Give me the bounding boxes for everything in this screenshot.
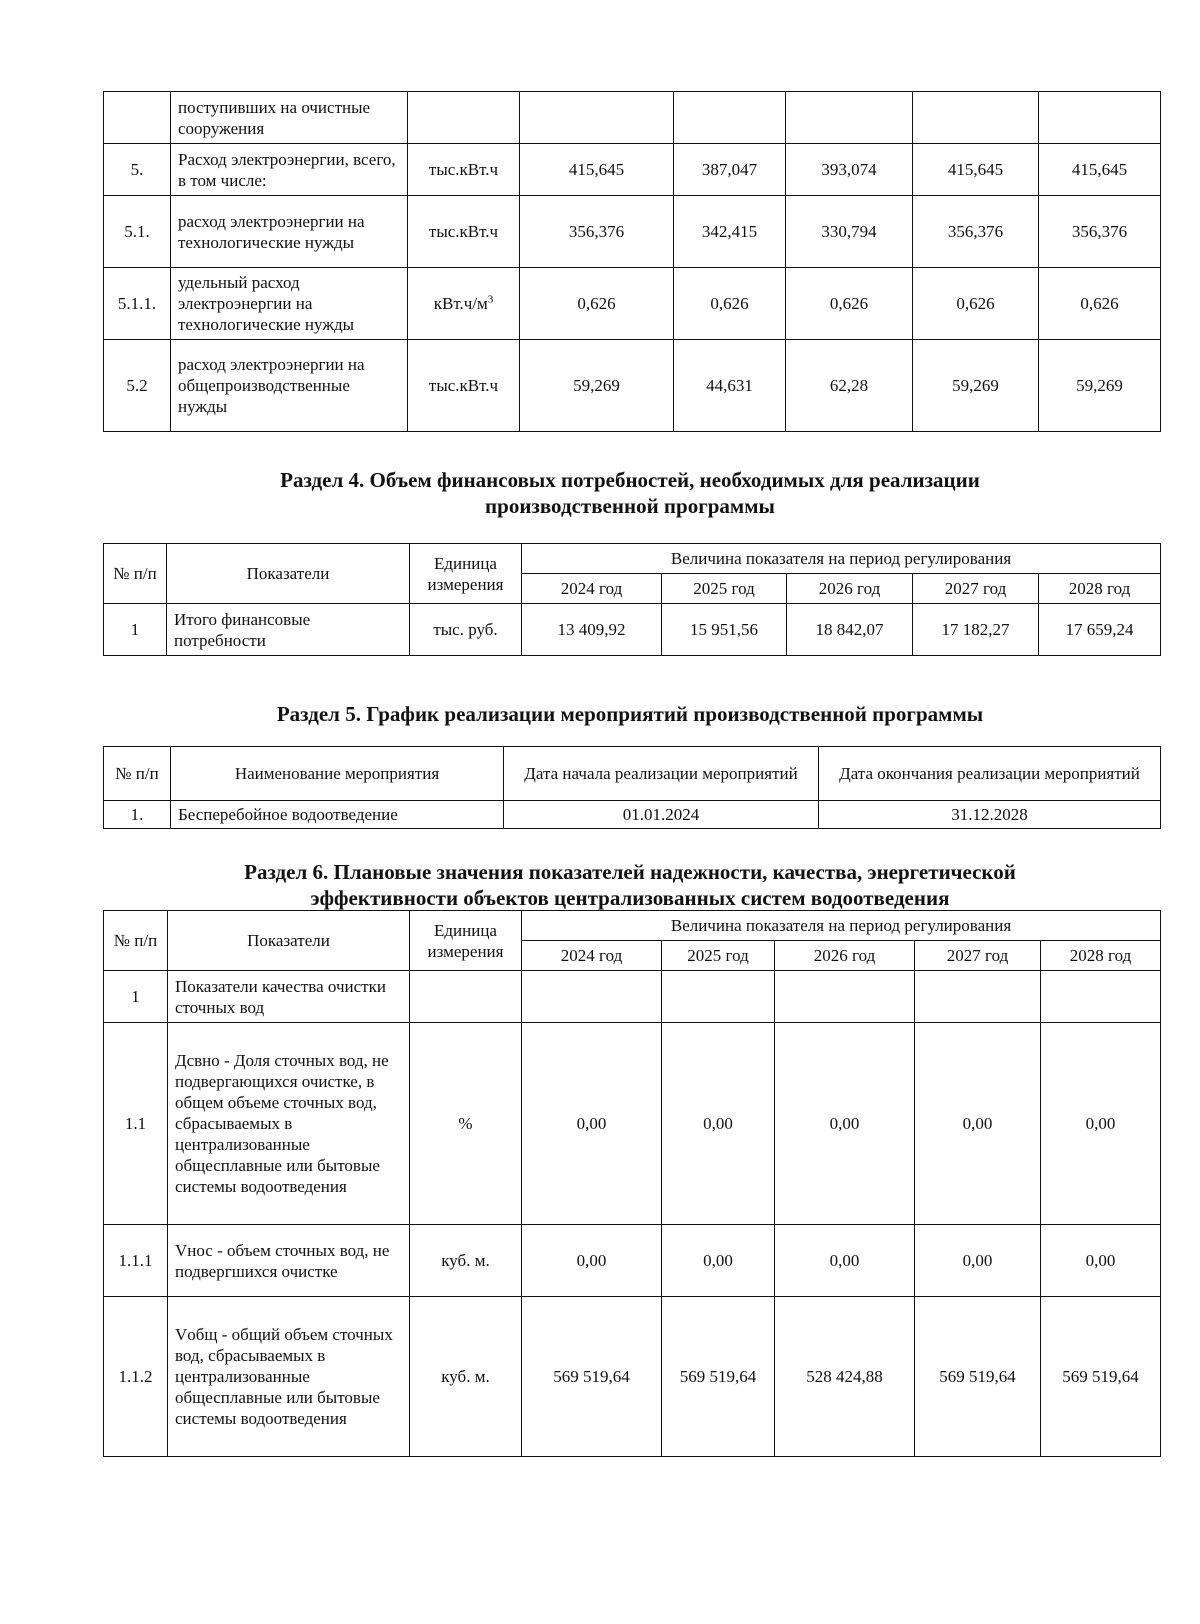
value-cell: 0,00 bbox=[775, 1023, 915, 1225]
value-cell: 0,00 bbox=[915, 1225, 1041, 1297]
value-cell: 356,376 bbox=[1039, 196, 1161, 268]
table-row bbox=[104, 1225, 1161, 1297]
row-number bbox=[104, 92, 171, 144]
value-cell: 17 659,24 bbox=[1039, 604, 1161, 656]
row-number: 1 bbox=[104, 971, 168, 1023]
col-header-period: Величина показателя на период регулирования bbox=[522, 911, 1161, 941]
col-header-number: № п/п bbox=[104, 911, 168, 971]
value-cell: 569 519,64 bbox=[1041, 1297, 1161, 1457]
col-header-number: № п/п bbox=[104, 544, 167, 604]
col-header-year: 2027 год bbox=[913, 574, 1039, 604]
col-header-name: Наименование мероприятия bbox=[171, 747, 504, 801]
value-cell: 528 424,88 bbox=[775, 1297, 915, 1457]
header-row bbox=[104, 911, 1161, 941]
col-header-period: Величина показателя на период регулирования bbox=[522, 544, 1161, 574]
value-cell: 0,00 bbox=[522, 1225, 662, 1297]
row-unit: куб. м. bbox=[410, 1225, 522, 1297]
row-label: Показатели качества очистки сточных вод bbox=[168, 971, 410, 1023]
col-header-indicator: Показатели bbox=[168, 911, 410, 971]
value-cell: 0,00 bbox=[662, 1023, 775, 1225]
col-header-number: № п/п bbox=[104, 747, 171, 801]
table-row bbox=[104, 92, 1161, 144]
row-unit: % bbox=[410, 1023, 522, 1225]
value-cell: 0,00 bbox=[1041, 1225, 1161, 1297]
col-header-year: 2027 год bbox=[915, 941, 1041, 971]
row-label: поступивших на очистные сооружения bbox=[171, 92, 408, 144]
value-cell bbox=[674, 92, 786, 144]
row-label: удельный расход электроэнергии на технологические нужды bbox=[171, 268, 408, 340]
value-cell: 59,269 bbox=[520, 340, 674, 432]
value-cell bbox=[915, 971, 1041, 1023]
unit-superscript: 3 bbox=[487, 293, 494, 306]
row-number: 5.1. bbox=[104, 196, 171, 268]
value-cell bbox=[520, 92, 674, 144]
value-cell: 18 842,07 bbox=[787, 604, 913, 656]
value-cell: 15 951,56 bbox=[662, 604, 787, 656]
end-date: 31.12.2028 bbox=[819, 801, 1161, 829]
col-header-year: 2026 год bbox=[787, 574, 913, 604]
row-label: Vнос - объем сточных вод, не подвергшихся очистке bbox=[168, 1225, 410, 1297]
header-row bbox=[104, 747, 1161, 801]
value-cell: 0,00 bbox=[775, 1225, 915, 1297]
section5-title: Раздел 5. График реализации мероприятий производственной программы bbox=[276, 702, 984, 726]
row-label: расход электроэнергии на технологические нужды bbox=[171, 196, 408, 268]
row-number: 1.1.2 bbox=[104, 1297, 168, 1457]
header-row bbox=[104, 544, 1161, 574]
value-cell: 415,645 bbox=[520, 144, 674, 196]
col-header-unit: Единица измерения bbox=[410, 544, 522, 604]
value-cell: 356,376 bbox=[913, 196, 1039, 268]
value-cell: 59,269 bbox=[1039, 340, 1161, 432]
row-number: 1.1.1 bbox=[104, 1225, 168, 1297]
section6-title bbox=[100, 859, 1160, 911]
col-header-year: 2028 год bbox=[1041, 941, 1161, 971]
value-cell bbox=[786, 92, 913, 144]
section6-title-line1: Раздел 6. Плановые значения показателей надежности, качества, энергетической bbox=[244, 860, 1016, 884]
table-row bbox=[104, 801, 1161, 829]
value-cell: 569 519,64 bbox=[662, 1297, 775, 1457]
section4-title bbox=[100, 467, 1160, 519]
col-header-year: 2024 год bbox=[522, 574, 662, 604]
value-cell: 44,631 bbox=[674, 340, 786, 432]
value-cell: 569 519,64 bbox=[522, 1297, 662, 1457]
value-cell: 0,00 bbox=[522, 1023, 662, 1225]
value-cell: 415,645 bbox=[913, 144, 1039, 196]
table-row bbox=[104, 340, 1161, 432]
table-row bbox=[104, 604, 1161, 656]
value-cell: 569 519,64 bbox=[915, 1297, 1041, 1457]
col-header-unit: Единица измерения bbox=[410, 911, 522, 971]
value-cell: 393,074 bbox=[786, 144, 913, 196]
col-header-year: 2025 год bbox=[662, 574, 787, 604]
col-header-year: 2025 год bbox=[662, 941, 775, 971]
value-cell bbox=[522, 971, 662, 1023]
value-cell bbox=[662, 971, 775, 1023]
row-number: 1.1 bbox=[104, 1023, 168, 1225]
row-number: 1 bbox=[104, 604, 167, 656]
row-label: Итого финансовые потребности bbox=[167, 604, 410, 656]
col-header-year: 2026 год bbox=[775, 941, 915, 971]
row-number: 1. bbox=[104, 801, 171, 829]
section4-title-line1: Раздел 4. Объем финансовых потребностей, необходимых для реализации bbox=[280, 468, 980, 492]
value-cell: 0,626 bbox=[674, 268, 786, 340]
value-cell: 0,626 bbox=[913, 268, 1039, 340]
row-number: 5.2 bbox=[104, 340, 171, 432]
row-label: Дсвно - Доля сточных вод, не подвергающихся очистке, в общем объеме сточных вод, сбрасываемых в централизованные общесплавные или бытовые системы водоотведения bbox=[168, 1023, 410, 1225]
row-unit: тыс.кВт.ч bbox=[408, 340, 520, 432]
value-cell: 0,00 bbox=[1041, 1023, 1161, 1225]
value-cell: 0,626 bbox=[1039, 268, 1161, 340]
row-number: 5.1.1. bbox=[104, 268, 171, 340]
event-name: Бесперебойное водоотведение bbox=[171, 801, 504, 829]
value-cell: 0,626 bbox=[786, 268, 913, 340]
value-cell: 13 409,92 bbox=[522, 604, 662, 656]
table-row bbox=[104, 1297, 1161, 1457]
col-header-year: 2024 год bbox=[522, 941, 662, 971]
value-cell: 330,794 bbox=[786, 196, 913, 268]
table-row bbox=[104, 268, 1161, 340]
value-cell: 0,00 bbox=[662, 1225, 775, 1297]
value-cell: 0,00 bbox=[915, 1023, 1041, 1225]
table-row bbox=[104, 196, 1161, 268]
value-cell bbox=[1039, 92, 1161, 144]
value-cell: 62,28 bbox=[786, 340, 913, 432]
row-unit bbox=[408, 92, 520, 144]
table-row bbox=[104, 144, 1161, 196]
row-unit bbox=[408, 268, 520, 340]
col-header-start: Дата начала реализации мероприятий bbox=[504, 747, 819, 801]
finance-table bbox=[103, 543, 1161, 656]
unit-text: кВт.ч/м bbox=[433, 294, 488, 313]
row-unit: тыс. руб. bbox=[410, 604, 522, 656]
col-header-indicator: Показатели bbox=[167, 544, 410, 604]
value-cell bbox=[1041, 971, 1161, 1023]
indicators-table bbox=[103, 910, 1161, 1457]
value-cell bbox=[913, 92, 1039, 144]
value-cell: 59,269 bbox=[913, 340, 1039, 432]
schedule-table bbox=[103, 746, 1161, 829]
start-date: 01.01.2024 bbox=[504, 801, 819, 829]
row-unit: тыс.кВт.ч bbox=[408, 196, 520, 268]
value-cell: 387,047 bbox=[674, 144, 786, 196]
col-header-year: 2028 год bbox=[1039, 574, 1161, 604]
value-cell: 17 182,27 bbox=[913, 604, 1039, 656]
value-cell: 342,415 bbox=[674, 196, 786, 268]
row-unit: тыс.кВт.ч bbox=[408, 144, 520, 196]
value-cell: 0,626 bbox=[520, 268, 674, 340]
value-cell: 415,645 bbox=[1039, 144, 1161, 196]
row-label: Расход электроэнергии, всего, в том числе: bbox=[171, 144, 408, 196]
row-label: расход электроэнергии на общепроизводственные нужды bbox=[171, 340, 408, 432]
row-unit: куб. м. bbox=[410, 1297, 522, 1457]
value-cell bbox=[775, 971, 915, 1023]
row-unit bbox=[410, 971, 522, 1023]
energy-table bbox=[103, 91, 1161, 432]
row-label: Vобщ - общий объем сточных вод, сбрасываемых в централизованные общесплавные или бытовые системы водоотведения bbox=[168, 1297, 410, 1457]
col-header-end: Дата окончания реализации мероприятий bbox=[819, 747, 1161, 801]
section4-title-line2: производственной программы bbox=[485, 494, 775, 518]
section6-title-line2: эффективности объектов централизованных систем водоотведения bbox=[310, 886, 950, 910]
table-row bbox=[104, 971, 1161, 1023]
row-number: 5. bbox=[104, 144, 171, 196]
value-cell: 356,376 bbox=[520, 196, 674, 268]
table-row bbox=[104, 1023, 1161, 1225]
